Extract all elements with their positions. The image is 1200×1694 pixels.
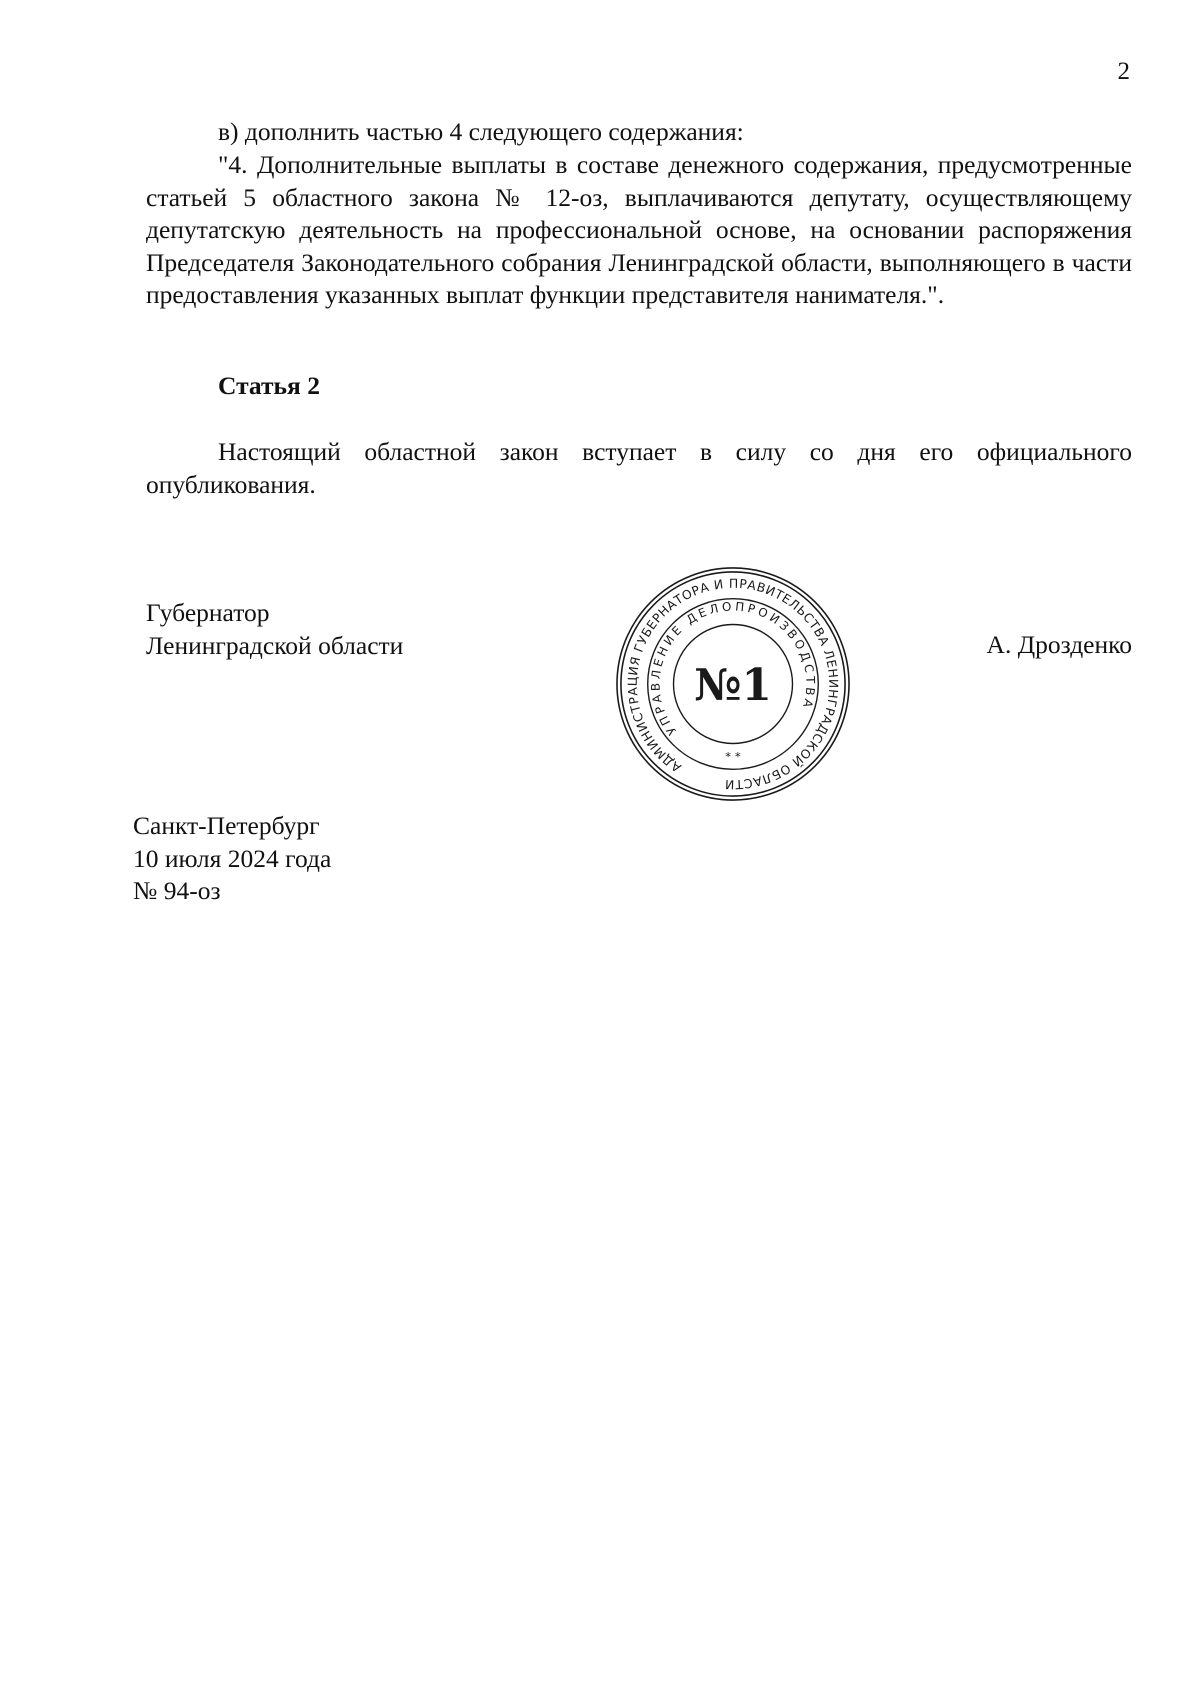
seal-inner-text: УПРАВЛЕНИЕ ДЕЛОПРОИЗВОДСТВА — [648, 599, 818, 738]
seal-outer-text: АДМИНИСТРАЦИЯ ГУБЕРНАТОРА И ПРАВИТЕЛЬСТВА ЛЕНИНГРАДСКОЙ ОБЛАСТИ — [624, 575, 842, 793]
date: 10 июля 2024 года — [133, 843, 332, 873]
city: Санкт-Петербург — [133, 811, 320, 840]
official-seal — [614, 565, 852, 803]
amendment-paragraph — [146, 149, 1132, 312]
seal-stars: * * — [725, 749, 741, 764]
signature-title — [146, 597, 403, 662]
signature-title-line2: Ленинградской области — [146, 630, 404, 660]
law-number: № 94-оз — [133, 876, 221, 905]
page-number: 2 — [1117, 58, 1130, 85]
amendment-text: "4. Дополнительные выплаты в составе денежного содержания, предусмотренные статьей 5 областного закона № 12-оз, выплачиваются депутату, осуществляющему депутатскую деятельность на профессиональной основе, на основании распоряжения Председателя Законодательного собрания Ленинградской области, выполняющего в части предоставления указанных выплат функции представителя нанимателя.". — [146, 150, 1132, 309]
seal-center-number: №1 — [694, 659, 772, 711]
signature-title-line1: Губернатор — [146, 598, 270, 627]
article-2-text: Настоящий областной закон вступает в силу со дня его официального опубликования. — [146, 437, 1132, 499]
signatory-name: А. Дрозденко — [986, 630, 1132, 659]
article-2-heading: Статья 2 — [218, 371, 320, 400]
amendment-intro-text: в) дополнить частью 4 следующего содержания: — [218, 117, 744, 146]
place-date-block — [133, 810, 331, 908]
article-2-paragraph — [146, 436, 1132, 501]
amendment-intro — [218, 116, 1132, 149]
